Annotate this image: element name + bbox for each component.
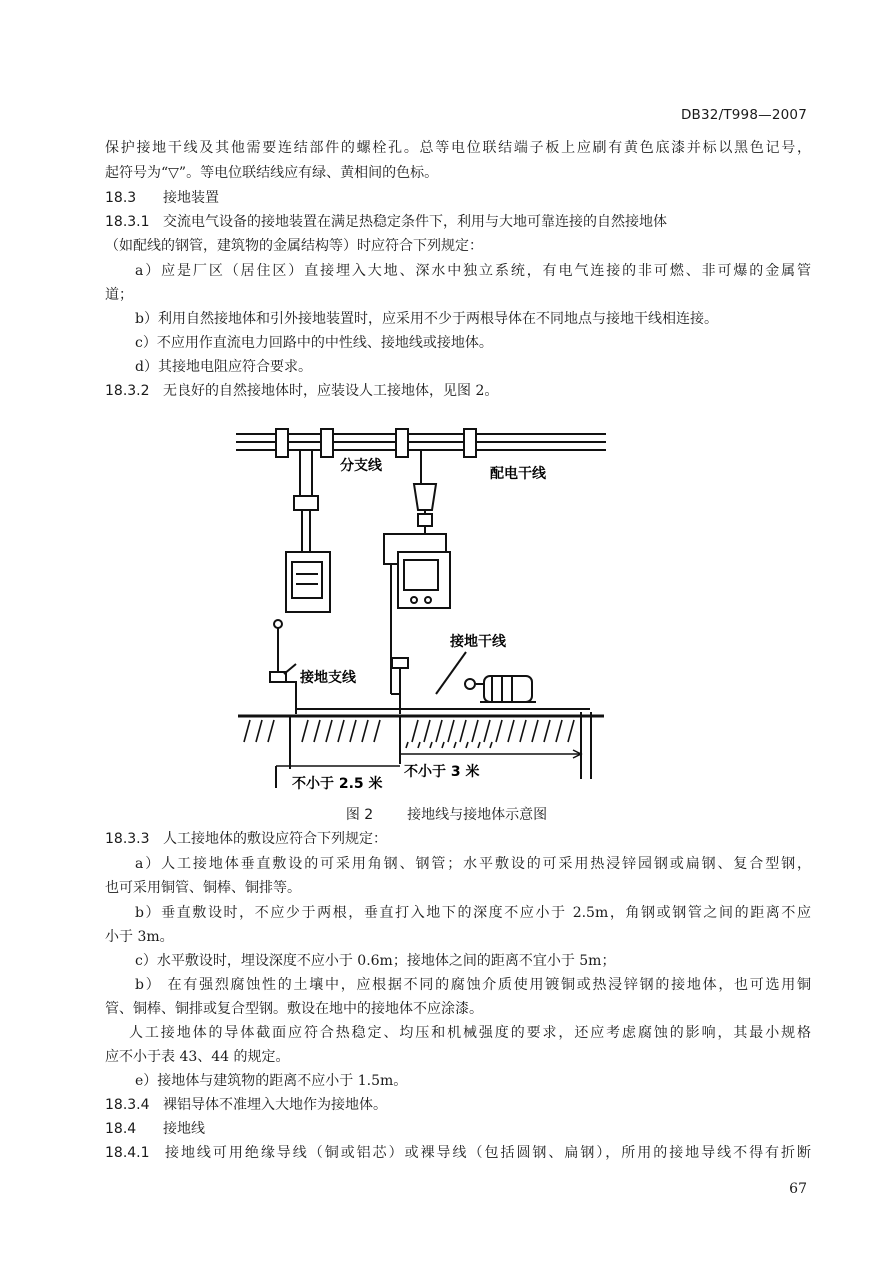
paragraph-line: 也可采用铜管、铜棒、铜排等。 (105, 880, 301, 896)
section-number: 18.4 (105, 1121, 137, 1137)
clause-18-3-3 (105, 827, 811, 851)
clause-text: 无良好的自然接地体时，应装设人工接地体，见图 2。 (163, 383, 499, 399)
list-item: c）不应用作直流电力回路中的中性线、接地线或接地体。 (135, 335, 493, 351)
label-grounding-branch: 接地支线 (300, 670, 356, 686)
label-branch-line: 分支线 (340, 458, 382, 474)
clause-number: 18.3.1 (105, 214, 150, 230)
section-title: 接地装置 (163, 190, 219, 206)
section-title: 接地线 (163, 1121, 205, 1137)
list-item: b）垂直敷设时，不应少于两根，垂直打入地下的深度不应小于 2.5m，角钢或钢管之间的距离不应 (135, 905, 811, 921)
paragraph-line: 道； (105, 287, 133, 303)
clause-18-3-4 (105, 1093, 811, 1117)
clause-number: 18.3.2 (105, 383, 150, 399)
paragraph-line: 保护接地干线及其他需要连结部件的螺栓孔。总等电位联结端子板上应刷有黄色底漆并标以黑色记号， (105, 140, 811, 156)
paragraph-line: 管、铜棒、铜排或复合型钢。敷设在地中的接地体不应涂漆。 (105, 1001, 483, 1017)
list-item: c）水平敷设时，埋设深度不应小于 0.6m；接地体之间的距离不宜小于 5m； (135, 953, 616, 969)
clause-text: 接地线可用绝缘导线（铜或铝芯）或裸导线（包括圆钢、扁钢），所用的接地导线不得有折断 (163, 1145, 811, 1161)
clause-number: 18.4.1 (105, 1145, 150, 1161)
list-item: b）利用自然接地体和引外接地装置时，应采用不少于两根导体在不同地点与接地干线相连接。 (135, 311, 718, 327)
figure-number: 图 2 (345, 807, 374, 823)
label-distance-3m: 不小于 3 米 (404, 764, 480, 780)
clause-text: 裸铝导体不准埋入大地作为接地体。 (163, 1097, 387, 1113)
clause-18-3-2 (105, 379, 811, 403)
list-item: a）人工接地体垂直敷设的可采用角钢、钢管；水平敷设的可采用热浸锌园钢或扁钢、复合型钢， (135, 856, 811, 872)
list-item: d）其接地电阻应符合要求。 (135, 359, 312, 375)
paragraph-line: 人工接地体的导体截面应符合热稳定、均压和机械强度的要求，还应考虑腐蚀的影响，其最小规格 (129, 1025, 811, 1041)
clause-text: 交流电气设备的接地装置在满足热稳定条件下，利用与大地可靠连接的自然接地体 (163, 214, 667, 230)
list-item: e）接地体与建筑物的距离不应小于 1.5m。 (135, 1073, 408, 1089)
figure-caption (0, 804, 893, 824)
standard-number: DB32/T998—2007 (680, 107, 807, 123)
clause-text: 人工接地体的敷设应符合下列规定： (163, 831, 387, 847)
paragraph-line: 应不小于表 43、44 的规定。 (105, 1049, 290, 1065)
grounding-diagram (236, 424, 606, 796)
label-grounding-trunk: 接地干线 (450, 634, 506, 650)
clause-number: 18.3.3 (105, 831, 150, 847)
section-heading-18-4 (105, 1117, 811, 1141)
page-number: 67 (789, 1181, 807, 1197)
section-heading-18-3 (105, 186, 811, 210)
clause-number: 18.3.4 (105, 1097, 150, 1113)
clause-18-4-1 (105, 1141, 811, 1165)
section-number: 18.3 (105, 190, 137, 206)
clause-18-3-1 (105, 210, 811, 234)
list-item: a）应是厂区（居住区）直接埋入大地、深水中独立系统，有电气连接的非可燃、非可爆的金属管 (135, 263, 811, 279)
paragraph-line: 小于 3m。 (105, 929, 174, 945)
paragraph-line: 起符号为“▽”。等电位联结线应有绿、黄相间的色标。 (105, 165, 439, 181)
figure-title: 接地线与接地体示意图 (407, 807, 548, 823)
label-distance-2-5m: 不小于 2.5 米 (292, 776, 383, 792)
list-item: b） 在有强烈腐蚀性的土壤中，应根据不同的腐蚀介质使用镀铜或热浸锌钢的接地体，也可选用铜 (135, 977, 811, 993)
label-distribution-trunk: 配电干线 (490, 466, 546, 482)
paragraph-line: （如配线的钢管，建筑物的金属结构等）时应符合下列规定： (105, 238, 483, 254)
